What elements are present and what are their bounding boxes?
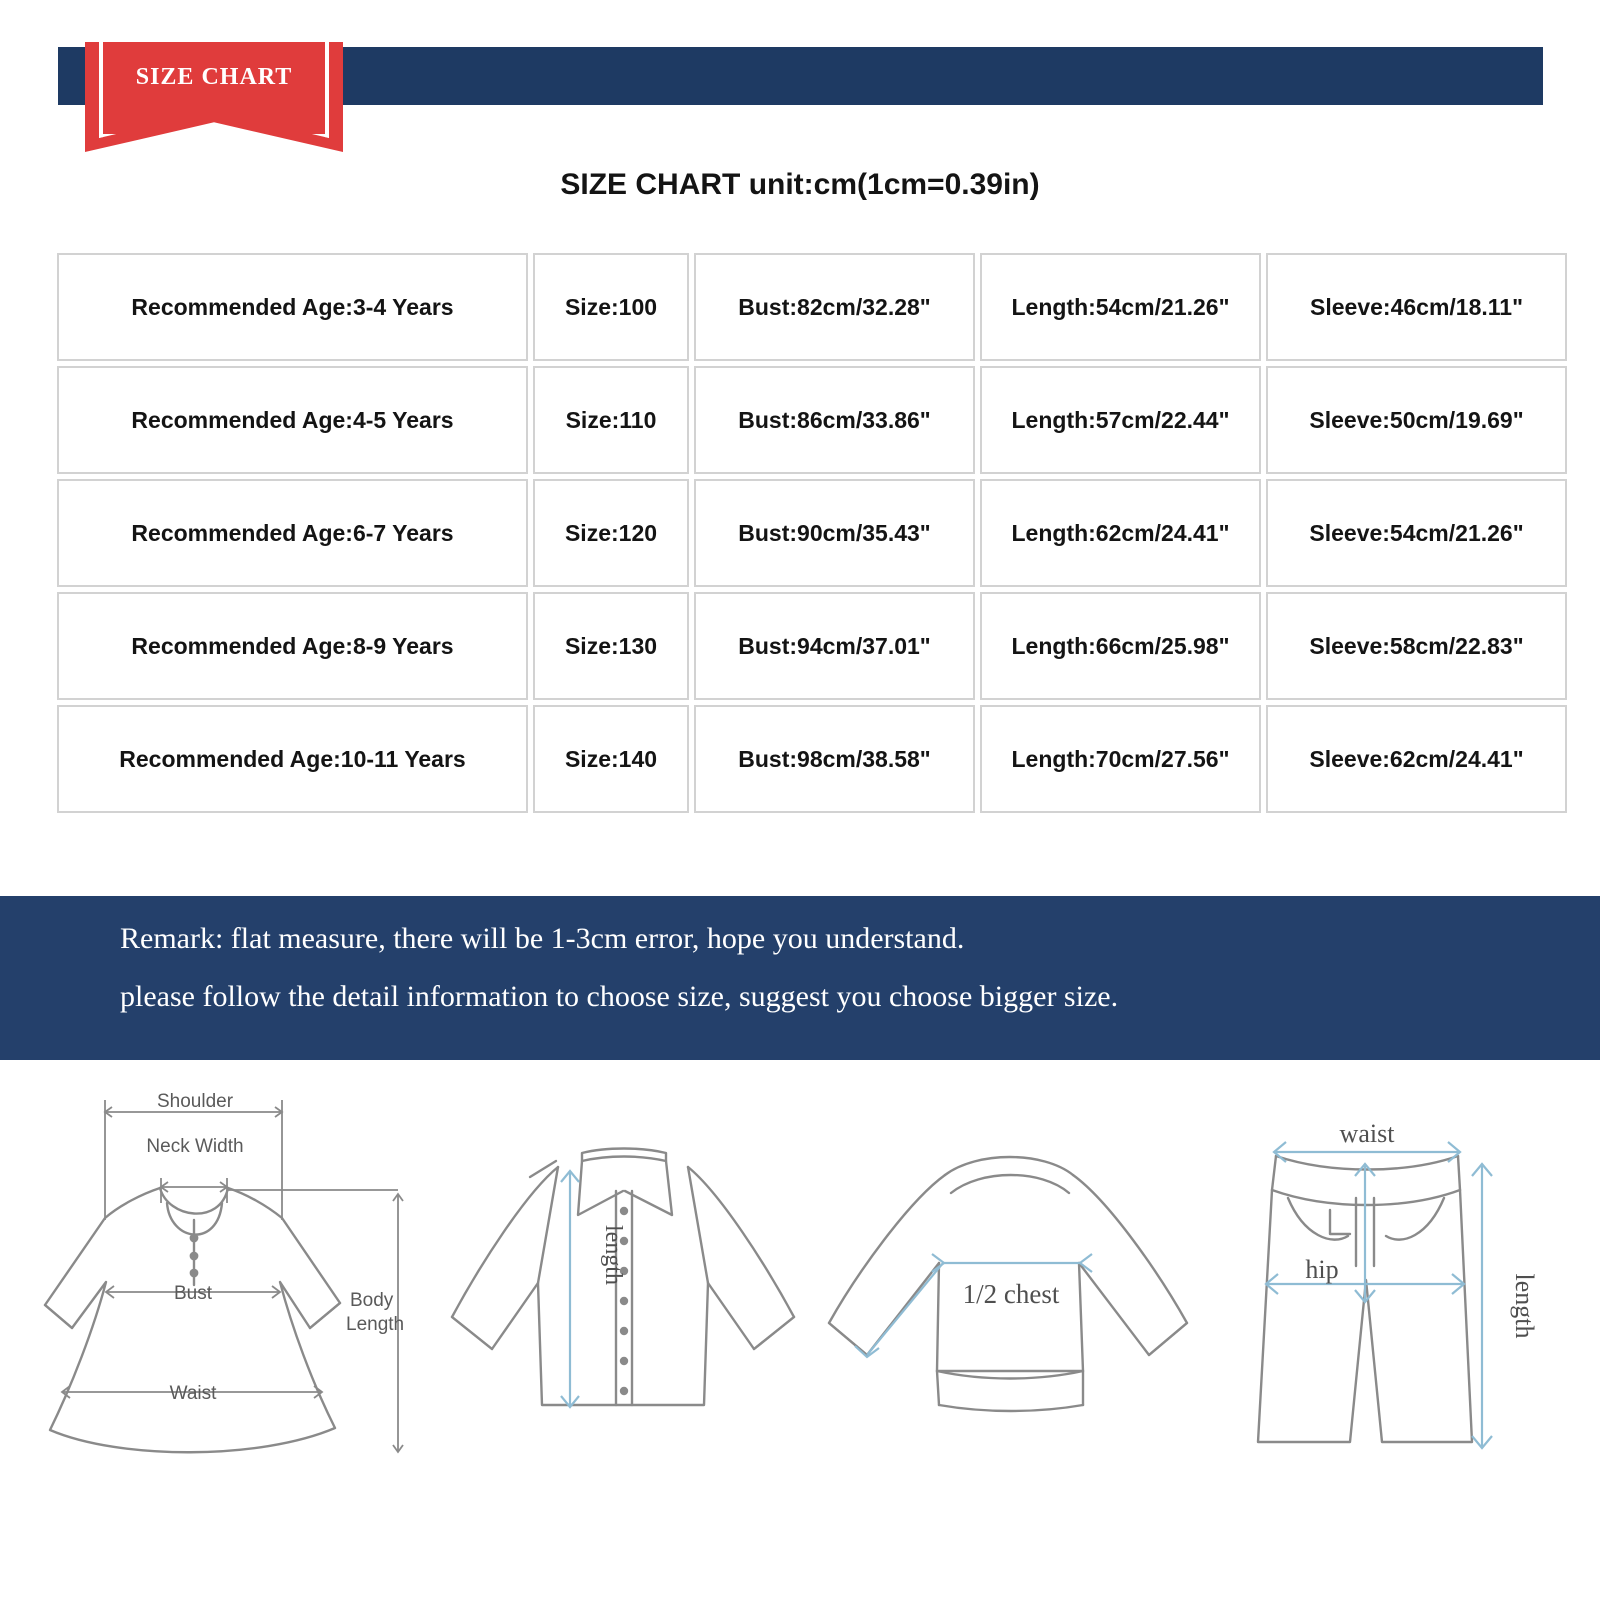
pants-diagram [1210, 1070, 1560, 1470]
cell-bust: Bust:98cm/38.58" [694, 705, 975, 813]
sweatshirt-label-half-chest: 1/2 chest [962, 1279, 1060, 1309]
table-row [57, 705, 1567, 813]
cell-size: Size:110 [533, 366, 689, 474]
cell-length: Length:62cm/24.41" [980, 479, 1261, 587]
sweatshirt-diagram [805, 1105, 1205, 1435]
cell-sleeve: Sleeve:62cm/24.41" [1266, 705, 1567, 813]
table-row [57, 253, 1567, 361]
size-chart-table [52, 248, 1572, 818]
cell-age: Recommended Age:4-5 Years [57, 366, 528, 474]
cell-age: Recommended Age:6-7 Years [57, 479, 528, 587]
cell-sleeve: Sleeve:50cm/19.69" [1266, 366, 1567, 474]
cell-bust: Bust:86cm/33.86" [694, 366, 975, 474]
cell-size: Size:130 [533, 592, 689, 700]
shirt-label-length: length [600, 1225, 626, 1285]
cell-age: Recommended Age:10-11 Years [57, 705, 528, 813]
measurement-diagrams [0, 1060, 1600, 1490]
cell-length: Length:70cm/27.56" [980, 705, 1261, 813]
remark-band [0, 896, 1600, 1060]
cell-age: Recommended Age:3-4 Years [57, 253, 528, 361]
dress-diagram [10, 1060, 430, 1480]
cell-length: Length:66cm/25.98" [980, 592, 1261, 700]
size-chart-ribbon [85, 42, 343, 152]
table-row [57, 479, 1567, 587]
dress-label-bust: Bust [173, 1283, 213, 1304]
cell-sleeve: Sleeve:58cm/22.83" [1266, 592, 1567, 700]
pants-label-hip: hip [1305, 1255, 1339, 1284]
cell-bust: Bust:94cm/37.01" [694, 592, 975, 700]
pants-label-waist: waist [1339, 1119, 1395, 1148]
cell-size: Size:100 [533, 253, 689, 361]
cell-sleeve: Sleeve:46cm/18.11" [1266, 253, 1567, 361]
cell-bust: Bust:82cm/32.28" [694, 253, 975, 361]
cell-size: Size:140 [533, 705, 689, 813]
page-title: SIZE CHART unit:cm(1cm=0.39in) [560, 168, 1040, 201]
remark-line-1: Remark: flat measure, there will be 1-3cm error, hope you understand. [120, 922, 965, 955]
dress-label-body-length: Body Length [346, 1290, 405, 1335]
cell-age: Recommended Age:8-9 Years [57, 592, 528, 700]
dress-label-shoulder: Shoulder [156, 1091, 234, 1112]
table-row [57, 366, 1567, 474]
cell-sleeve: Sleeve:54cm/21.26" [1266, 479, 1567, 587]
dress-label-waist: Waist [169, 1383, 217, 1404]
shirt-diagram [430, 1105, 820, 1435]
ribbon-label: SIZE CHART [135, 64, 293, 90]
dress-label-neck-width: Neck Width [146, 1136, 244, 1157]
cell-length: Length:54cm/21.26" [980, 253, 1261, 361]
table-row [57, 592, 1567, 700]
pants-label-length: length [1510, 1273, 1539, 1339]
cell-size: Size:120 [533, 479, 689, 587]
cell-bust: Bust:90cm/35.43" [694, 479, 975, 587]
cell-length: Length:57cm/22.44" [980, 366, 1261, 474]
remark-line-2: please follow the detail information to choose size, suggest you choose bigger size. [120, 980, 1119, 1013]
